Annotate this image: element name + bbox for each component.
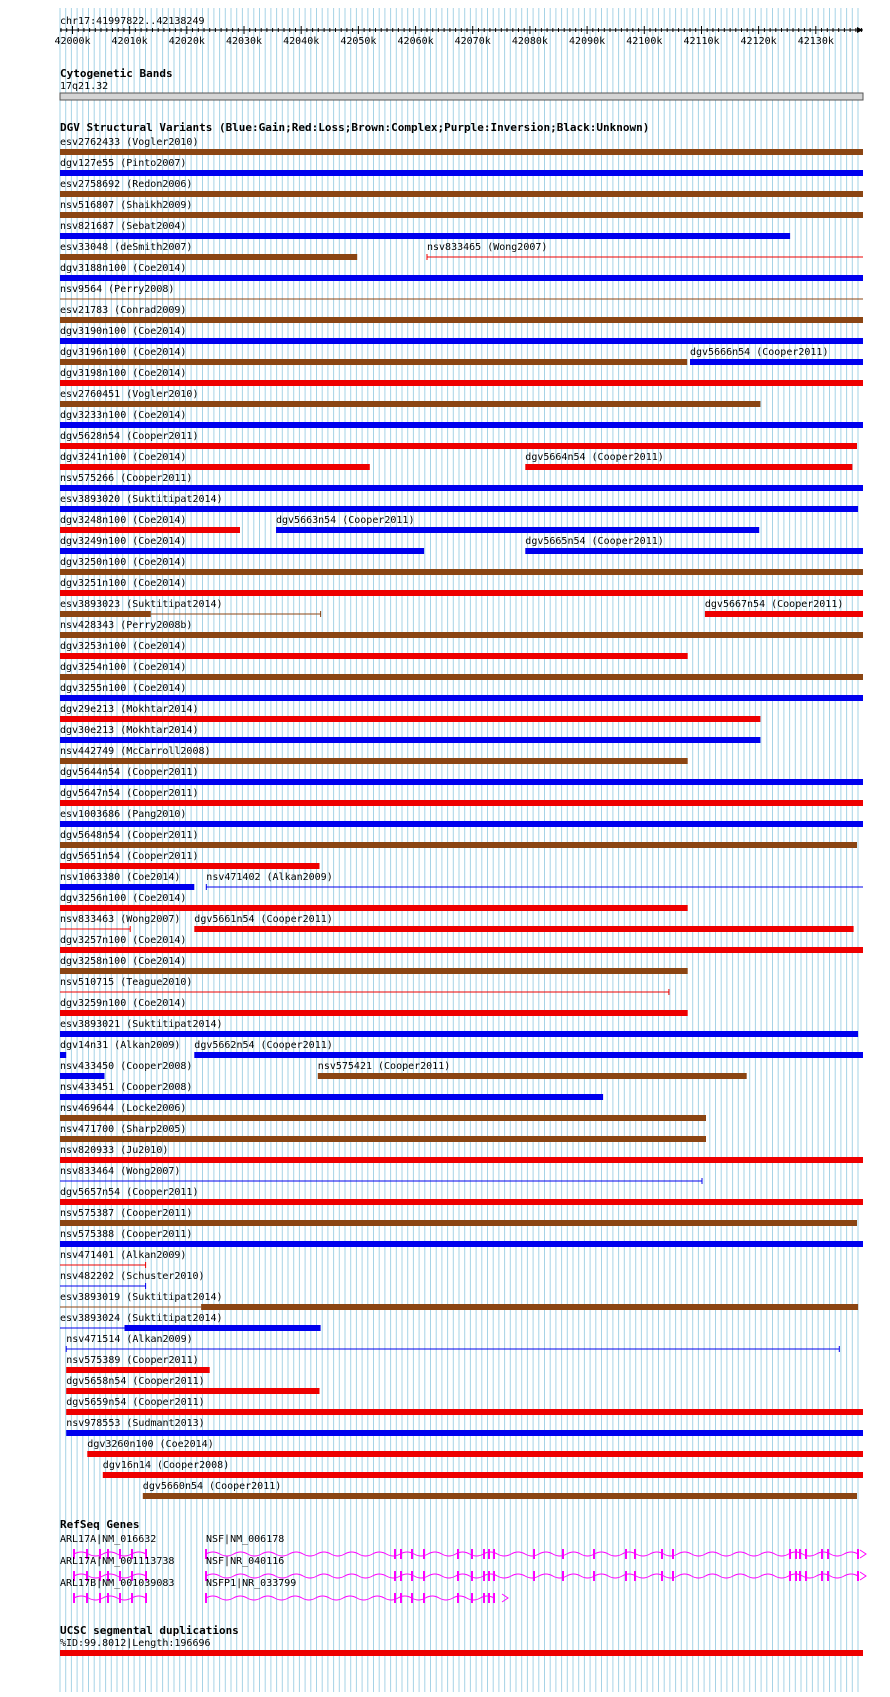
variant-label: dgv3255n100 (Coe2014) bbox=[60, 683, 187, 694]
variant-feature[interactable] bbox=[60, 935, 863, 953]
variant-bar bbox=[276, 527, 759, 533]
gene-intron-line bbox=[206, 1552, 858, 1556]
variant-bar bbox=[60, 1073, 105, 1079]
variant-feature[interactable] bbox=[60, 1313, 321, 1331]
gene-exon bbox=[593, 1571, 595, 1581]
gene-exon bbox=[73, 1593, 75, 1603]
variant-label: dgv3188n100 (Coe2014) bbox=[60, 263, 187, 274]
variant-bar bbox=[103, 1472, 863, 1478]
variant-feature[interactable] bbox=[60, 767, 863, 785]
gene-exon bbox=[533, 1571, 535, 1581]
variant-feature[interactable] bbox=[60, 683, 863, 701]
gene-exon bbox=[789, 1549, 791, 1559]
gene-label-left: ARL17B|NM_001039083 bbox=[60, 1578, 175, 1589]
gene-exon bbox=[805, 1571, 807, 1581]
segdup-bar[interactable] bbox=[60, 1650, 863, 1656]
gene-exon bbox=[661, 1549, 663, 1559]
variant-label: dgv5628n54 (Cooper2011) bbox=[60, 431, 199, 442]
variant-label: esv3893023 (Suktitipat2014) bbox=[60, 599, 223, 610]
variant-bar bbox=[66, 1409, 863, 1415]
gene-strand-arrow-icon bbox=[860, 1550, 866, 1558]
variant-label: esv2760451 (Vogler2010) bbox=[60, 389, 199, 400]
variant-feature[interactable] bbox=[60, 1145, 863, 1163]
variant-bar bbox=[60, 338, 863, 344]
ruler-tick-label: 42010k bbox=[111, 36, 148, 47]
segdup-track bbox=[60, 1624, 863, 1656]
gene-exon bbox=[795, 1549, 797, 1559]
gene-exon bbox=[457, 1571, 459, 1581]
variant-feature[interactable] bbox=[60, 578, 863, 596]
variant-bar bbox=[60, 1094, 603, 1100]
variant-label: nsv575266 (Cooper2011) bbox=[60, 473, 193, 484]
variant-feature[interactable] bbox=[60, 179, 863, 197]
variant-feature[interactable] bbox=[525, 452, 852, 470]
gene-exon bbox=[789, 1571, 791, 1581]
gene-label-left: ARL17A|NM_016632 bbox=[60, 1534, 157, 1545]
gene-exon bbox=[805, 1549, 807, 1559]
gene-exon bbox=[672, 1571, 674, 1581]
variant-feature[interactable] bbox=[60, 410, 863, 428]
gene-exon bbox=[493, 1549, 495, 1559]
variant-bar bbox=[60, 149, 863, 155]
variant-label: dgv3198n100 (Coe2014) bbox=[60, 368, 187, 379]
variant-bar bbox=[60, 359, 687, 365]
variant-label: dgv5661n54 (Cooper2011) bbox=[194, 914, 333, 925]
variant-label: nsv575388 (Cooper2011) bbox=[60, 1229, 193, 1240]
variant-label: esv1003686 (Pang2010) bbox=[60, 809, 187, 820]
variant-feature[interactable] bbox=[60, 515, 240, 533]
variant-label: dgv5660n54 (Cooper2011) bbox=[142, 1481, 282, 1492]
refseq-gene-row[interactable] bbox=[60, 1534, 866, 1559]
gene-intron-line bbox=[206, 1596, 494, 1600]
variant-feature[interactable] bbox=[66, 1334, 839, 1352]
cytoband-bar bbox=[60, 93, 863, 100]
gene-exon bbox=[634, 1549, 636, 1559]
variant-bar bbox=[60, 1115, 706, 1121]
variant-label: nsv821687 (Sebat2004) bbox=[60, 221, 187, 232]
variant-bar bbox=[60, 800, 863, 806]
variant-bar bbox=[60, 1199, 863, 1205]
gene-exon bbox=[483, 1549, 485, 1559]
gene-exon bbox=[488, 1549, 490, 1559]
variant-label: nsv442749 (McCarroll2008) bbox=[60, 746, 211, 757]
variant-bar bbox=[60, 968, 688, 974]
gene-exon bbox=[423, 1593, 425, 1603]
variant-bar bbox=[60, 569, 863, 575]
variant-label: dgv5663n54 (Cooper2011) bbox=[276, 515, 415, 526]
variant-label: nsv471514 (Alkan2009) bbox=[66, 1334, 193, 1345]
variant-label: dgv16n14 (Cooper2008) bbox=[102, 1460, 230, 1471]
ruler-tick-label: 42040k bbox=[283, 36, 320, 47]
variant-feature[interactable] bbox=[60, 1250, 186, 1268]
dgv-track bbox=[60, 121, 863, 1499]
variant-label: dgv14n31 (Alkan2009) bbox=[60, 1040, 181, 1051]
variant-bar bbox=[60, 212, 863, 218]
variant-label: dgv3251n100 (Coe2014) bbox=[60, 578, 187, 589]
ruler-tick-label: 42060k bbox=[397, 36, 434, 47]
variant-label: dgv5659n54 (Cooper2011) bbox=[66, 1397, 205, 1408]
variant-feature[interactable] bbox=[60, 368, 863, 386]
variant-feature[interactable] bbox=[60, 1103, 706, 1121]
gene-exon bbox=[411, 1593, 413, 1603]
gene-exon bbox=[131, 1593, 133, 1603]
variant-feature[interactable] bbox=[60, 1061, 192, 1079]
variant-label: dgv3233n100 (Coe2014) bbox=[60, 410, 187, 421]
ruler-tick-label: 42050k bbox=[340, 36, 377, 47]
variant-bar bbox=[60, 653, 688, 659]
variant-bar bbox=[60, 905, 688, 911]
variant-label: dgv5665n54 (Cooper2011) bbox=[525, 536, 664, 547]
gene-exon bbox=[394, 1593, 396, 1603]
gene-exon bbox=[457, 1593, 459, 1603]
gene-exon bbox=[625, 1549, 627, 1559]
gene-exon bbox=[799, 1549, 801, 1559]
variant-label: dgv5648n54 (Cooper2011) bbox=[60, 830, 199, 841]
variant-label: nsv482202 (Schuster2010) bbox=[60, 1271, 205, 1282]
variant-label: nsv833465 (Wong2007) bbox=[427, 242, 548, 253]
gene-label-right: NSF|NR_040116 bbox=[206, 1556, 285, 1567]
variant-feature[interactable] bbox=[60, 809, 863, 827]
variant-label: esv2762433 (Vogler2010) bbox=[60, 137, 199, 148]
variant-feature[interactable] bbox=[66, 1376, 319, 1394]
gene-exon bbox=[400, 1593, 402, 1603]
variant-bar bbox=[66, 1367, 210, 1373]
ruler-tick-label: 42130k bbox=[797, 36, 834, 47]
variant-bar bbox=[60, 1010, 688, 1016]
variant-feature[interactable] bbox=[60, 158, 863, 176]
gene-exon bbox=[471, 1571, 473, 1581]
variant-bar bbox=[194, 926, 853, 932]
gene-exon bbox=[457, 1549, 459, 1559]
gene-exon bbox=[533, 1549, 535, 1559]
gene-exon bbox=[672, 1549, 674, 1559]
variant-label: esv2758692 (Redon2006) bbox=[60, 179, 193, 190]
variant-label: dgv5647n54 (Cooper2011) bbox=[60, 788, 199, 799]
refseq-track bbox=[60, 1518, 866, 1603]
variant-bar bbox=[60, 737, 760, 743]
variant-bar bbox=[60, 422, 863, 428]
variant-label: dgv3190n100 (Coe2014) bbox=[60, 326, 187, 337]
variant-label: dgv3248n100 (Coe2014) bbox=[60, 515, 187, 526]
gene-strand-arrow-icon bbox=[860, 1572, 866, 1580]
gene-exon bbox=[493, 1571, 495, 1581]
variant-feature[interactable] bbox=[60, 452, 370, 470]
gene-exon bbox=[827, 1571, 829, 1581]
variant-bar bbox=[60, 821, 863, 827]
variant-label: nsv575389 (Cooper2011) bbox=[66, 1355, 199, 1366]
variant-label: dgv5651n54 (Cooper2011) bbox=[60, 851, 199, 862]
variant-bar bbox=[60, 884, 194, 890]
gene-exon bbox=[86, 1593, 88, 1603]
ruler-tick-label: 42030k bbox=[225, 36, 263, 47]
gene-exon bbox=[400, 1571, 402, 1581]
ruler-tick-label: 42120k bbox=[740, 36, 777, 47]
ruler-tick-label: 42020k bbox=[168, 36, 205, 47]
variant-bar bbox=[705, 611, 863, 617]
gene-exon bbox=[471, 1593, 473, 1603]
variant-bar bbox=[60, 1136, 706, 1142]
variant-feature[interactable] bbox=[690, 347, 863, 365]
variant-feature[interactable] bbox=[60, 1124, 706, 1142]
variant-feature[interactable] bbox=[206, 872, 863, 890]
gene-exon bbox=[562, 1549, 564, 1559]
variant-bar bbox=[60, 842, 857, 848]
variant-feature[interactable] bbox=[60, 1166, 702, 1184]
variant-feature[interactable] bbox=[60, 851, 320, 869]
segdup-label: %ID:99.8012|Length:196696 bbox=[60, 1638, 211, 1649]
gene-exon bbox=[625, 1571, 627, 1581]
variant-label: dgv5644n54 (Cooper2011) bbox=[60, 767, 199, 778]
gene-exon bbox=[471, 1549, 473, 1559]
variant-bar bbox=[60, 191, 863, 197]
variant-label: dgv3196n100 (Coe2014) bbox=[60, 347, 187, 358]
gene-exon bbox=[857, 1571, 859, 1581]
variant-label: dgv127e55 (Pinto2007) bbox=[60, 158, 187, 169]
variant-feature[interactable] bbox=[60, 620, 863, 638]
variant-feature[interactable] bbox=[194, 914, 853, 932]
cytoband-track bbox=[60, 67, 863, 100]
variant-bar bbox=[60, 674, 863, 680]
variant-bar bbox=[60, 947, 863, 953]
variant-label: esv3893021 (Suktitipat2014) bbox=[60, 1019, 223, 1030]
gene-exon bbox=[411, 1571, 413, 1581]
variant-feature[interactable] bbox=[194, 1040, 863, 1058]
gene-exon bbox=[483, 1571, 485, 1581]
gene-exon bbox=[205, 1593, 207, 1603]
variant-bar bbox=[60, 1157, 863, 1163]
variant-feature[interactable] bbox=[60, 305, 863, 323]
variant-feature[interactable] bbox=[60, 284, 863, 299]
variant-bar bbox=[60, 485, 863, 491]
gene-exon bbox=[795, 1571, 797, 1581]
variant-label: dgv3260n100 (Coe2014) bbox=[87, 1439, 214, 1450]
variant-bar bbox=[60, 380, 863, 386]
variant-bar bbox=[60, 506, 858, 512]
variant-label: nsv516807 (Shaikh2009) bbox=[60, 200, 193, 211]
variant-bar bbox=[60, 254, 357, 260]
variant-feature[interactable] bbox=[60, 788, 863, 806]
variant-label: dgv3257n100 (Coe2014) bbox=[60, 935, 187, 946]
variant-feature[interactable] bbox=[66, 1355, 210, 1373]
gene-exon bbox=[145, 1593, 147, 1603]
variant-feature[interactable] bbox=[60, 872, 194, 890]
gene-exon bbox=[394, 1571, 396, 1581]
variant-bar bbox=[60, 548, 424, 554]
variant-label: nsv833463 (Wong2007) bbox=[60, 914, 181, 925]
gene-exon bbox=[799, 1571, 801, 1581]
variant-bar bbox=[60, 1220, 857, 1226]
refseq-gene-row[interactable] bbox=[60, 1556, 866, 1581]
gene-label-left: ARL17A|NM_001113738 bbox=[60, 1556, 175, 1567]
variant-label: esv33048 (deSmith2007) bbox=[60, 242, 193, 253]
segdup-track-title: UCSC segmental duplications bbox=[60, 1624, 239, 1637]
variant-label: dgv5664n54 (Cooper2011) bbox=[525, 452, 664, 463]
variant-bar bbox=[60, 695, 863, 701]
ruler-tick-label: 42110k bbox=[683, 36, 720, 47]
variant-bar bbox=[525, 548, 863, 554]
gene-exon bbox=[394, 1549, 396, 1559]
variant-feature[interactable] bbox=[60, 599, 321, 617]
variant-bar bbox=[60, 443, 857, 449]
variant-label: dgv3254n100 (Coe2014) bbox=[60, 662, 187, 673]
variant-bar bbox=[66, 1388, 319, 1394]
range-label: chr17:41997822..42138249 bbox=[60, 16, 205, 27]
variant-label: esv3893020 (Suktitipat2014) bbox=[60, 494, 223, 505]
variant-feature[interactable] bbox=[60, 704, 760, 722]
variant-bar bbox=[60, 632, 863, 638]
gene-exon bbox=[827, 1549, 829, 1559]
variant-feature[interactable] bbox=[60, 557, 863, 575]
gene-exon bbox=[493, 1593, 495, 1603]
refseq-gene-row[interactable] bbox=[60, 1578, 508, 1603]
variant-label: nsv433450 (Cooper2008) bbox=[60, 1061, 193, 1072]
gene-exon bbox=[119, 1593, 121, 1603]
variant-feature[interactable] bbox=[60, 1229, 863, 1247]
variant-label: dgv3256n100 (Coe2014) bbox=[60, 893, 187, 904]
variant-bar bbox=[60, 1031, 858, 1037]
variant-feature[interactable] bbox=[705, 599, 863, 617]
variant-label: dgv5666n54 (Cooper2011) bbox=[690, 347, 829, 358]
variant-bar bbox=[60, 611, 151, 617]
variant-label: nsv1063380 (Coe2014) bbox=[60, 872, 181, 883]
variant-feature[interactable] bbox=[60, 1187, 863, 1205]
gene-exon bbox=[99, 1593, 101, 1603]
variant-label: nsv510715 (Teague2010) bbox=[60, 977, 193, 988]
variant-label: nsv433451 (Cooper2008) bbox=[60, 1082, 193, 1093]
variant-bar bbox=[60, 716, 760, 722]
ruler-tick-label: 42090k bbox=[569, 36, 606, 47]
variant-label: dgv3258n100 (Coe2014) bbox=[60, 956, 187, 967]
variant-label: nsv833464 (Wong2007) bbox=[60, 1166, 181, 1177]
variant-label: dgv5657n54 (Cooper2011) bbox=[60, 1187, 199, 1198]
ruler-tick-label: 42000k bbox=[54, 36, 91, 47]
variant-label: dgv5667n54 (Cooper2011) bbox=[704, 599, 844, 610]
gene-label-right: NSFP1|NR_033799 bbox=[206, 1578, 297, 1589]
variant-label: nsv428343 (Perry2008b) bbox=[60, 620, 193, 631]
variant-bar bbox=[60, 1241, 863, 1247]
variant-bar bbox=[60, 758, 688, 764]
variant-label: nsv471402 (Alkan2009) bbox=[206, 872, 333, 883]
gene-exon bbox=[400, 1549, 402, 1559]
variant-label: nsv469644 (Locke2006) bbox=[60, 1103, 187, 1114]
variant-label: nsv820933 (Ju2010) bbox=[60, 1145, 169, 1156]
variant-label: dgv3241n100 (Coe2014) bbox=[60, 452, 187, 463]
variant-feature[interactable] bbox=[318, 1061, 747, 1079]
gene-label-right: NSF|NM_006178 bbox=[206, 1534, 285, 1545]
variant-feature[interactable] bbox=[60, 473, 863, 491]
variant-label: dgv3253n100 (Coe2014) bbox=[60, 641, 187, 652]
gene-exon bbox=[593, 1549, 595, 1559]
variant-bar bbox=[60, 1052, 66, 1058]
variant-label: dgv3250n100 (Coe2014) bbox=[60, 557, 187, 568]
variant-bar bbox=[201, 1304, 858, 1310]
variant-feature[interactable] bbox=[60, 389, 760, 407]
variant-feature[interactable] bbox=[103, 1460, 863, 1478]
variant-bar bbox=[60, 170, 863, 176]
gene-exon bbox=[107, 1593, 109, 1603]
ruler-tick-label: 42070k bbox=[454, 36, 491, 47]
variant-feature[interactable] bbox=[60, 200, 863, 218]
cytoband-label: 17q21.32 bbox=[60, 81, 109, 92]
variant-feature[interactable] bbox=[60, 662, 863, 680]
variant-bar bbox=[194, 1052, 863, 1058]
gene-exon bbox=[423, 1549, 425, 1559]
variant-bar bbox=[143, 1493, 857, 1499]
variant-label: nsv471401 (Alkan2009) bbox=[60, 1250, 187, 1261]
variant-bar bbox=[60, 401, 760, 407]
gene-exon bbox=[411, 1549, 413, 1559]
variant-label: esv21783 (Conrad2009) bbox=[60, 305, 187, 316]
variant-label: dgv29e213 (Mokhtar2014) bbox=[60, 704, 199, 715]
variant-label: nsv978553 (Sudmant2013) bbox=[66, 1418, 205, 1429]
variant-bar bbox=[60, 527, 240, 533]
gene-exon bbox=[483, 1593, 485, 1603]
variant-bar bbox=[125, 1325, 321, 1331]
variant-bar bbox=[60, 779, 863, 785]
variant-label: dgv5662n54 (Cooper2011) bbox=[194, 1040, 333, 1051]
cytoband-track-title: Cytogenetic Bands bbox=[60, 67, 173, 80]
refseq-track-title: RefSeq Genes bbox=[60, 1518, 140, 1531]
variant-label: nsv575387 (Cooper2011) bbox=[60, 1208, 193, 1219]
variant-label: dgv30e213 (Mokhtar2014) bbox=[60, 725, 199, 736]
gene-exon bbox=[661, 1571, 663, 1581]
gene-exon bbox=[821, 1571, 823, 1581]
variant-feature[interactable] bbox=[60, 1271, 205, 1289]
gene-exon bbox=[488, 1571, 490, 1581]
gene-exon bbox=[488, 1593, 490, 1603]
variant-bar bbox=[60, 464, 370, 470]
variant-bar bbox=[525, 464, 852, 470]
gene-exon bbox=[423, 1571, 425, 1581]
variant-feature[interactable] bbox=[60, 137, 863, 155]
variant-bar bbox=[60, 233, 790, 239]
variant-bar bbox=[66, 1430, 863, 1436]
variant-label: esv3893019 (Suktitipat2014) bbox=[60, 1292, 223, 1303]
variant-feature[interactable] bbox=[60, 725, 760, 743]
variant-bar bbox=[60, 317, 863, 323]
variant-feature[interactable] bbox=[60, 326, 863, 344]
variant-label: dgv5658n54 (Cooper2011) bbox=[66, 1376, 205, 1387]
variant-label: esv3893024 (Suktitipat2014) bbox=[60, 1313, 223, 1324]
variant-bar bbox=[87, 1451, 863, 1457]
variant-bar bbox=[60, 863, 320, 869]
variant-bar bbox=[60, 590, 863, 596]
variant-label: nsv9564 (Perry2008) bbox=[60, 284, 175, 295]
dgv-track-title: DGV Structural Variants (Blue:Gain;Red:Loss;Brown:Complex;Purple:Inversion;Black:Unknown) bbox=[60, 121, 650, 134]
gene-exon bbox=[821, 1549, 823, 1559]
variant-label: dgv3249n100 (Coe2014) bbox=[60, 536, 187, 547]
variant-label: nsv471700 (Sharp2005) bbox=[60, 1124, 187, 1135]
variant-bar bbox=[60, 275, 863, 281]
variant-label: dgv3259n100 (Coe2014) bbox=[60, 998, 187, 1009]
variant-feature[interactable] bbox=[427, 242, 863, 260]
variant-label: nsv575421 (Cooper2011) bbox=[317, 1061, 451, 1072]
variant-feature[interactable] bbox=[60, 977, 669, 995]
variant-feature[interactable] bbox=[60, 263, 863, 281]
gene-exon bbox=[562, 1571, 564, 1581]
gene-intron-line bbox=[206, 1574, 858, 1578]
variant-bar bbox=[318, 1073, 747, 1079]
ruler-tick-label: 42100k bbox=[626, 36, 663, 47]
variant-bar bbox=[690, 359, 863, 365]
gene-exon bbox=[857, 1549, 859, 1559]
ruler-tick-label: 42080k bbox=[511, 36, 548, 47]
gene-exon bbox=[634, 1571, 636, 1581]
gene-intron-line bbox=[74, 1596, 146, 1600]
variant-feature[interactable] bbox=[87, 1439, 863, 1457]
